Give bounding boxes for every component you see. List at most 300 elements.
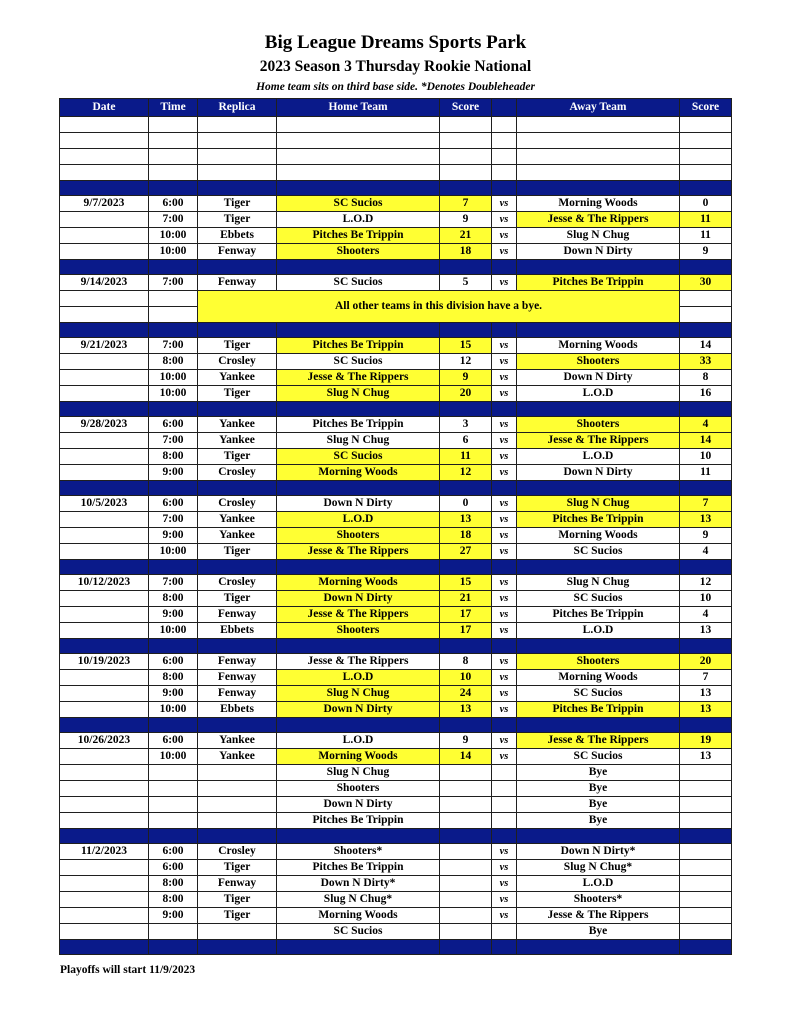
home-team: Pitches Be Trippin	[277, 338, 440, 354]
game-date: 9/28/2023	[60, 417, 149, 433]
separator-cell	[149, 402, 198, 417]
home-team: Pitches Be Trippin	[277, 813, 440, 829]
home-team: Pitches Be Trippin	[277, 417, 440, 433]
separator-cell	[680, 940, 732, 955]
home-team: Down N Dirty	[277, 702, 440, 718]
home-team: Shooters	[277, 781, 440, 797]
game-row	[60, 702, 732, 718]
vs-label	[492, 781, 517, 797]
game-row	[60, 512, 732, 528]
home-team: SC Sucios	[277, 275, 440, 291]
game-replica-field: Ebbets	[198, 228, 277, 244]
away-team: Jesse & The Rippers	[517, 733, 680, 749]
game-row	[60, 528, 732, 544]
page-subtitle: 2023 Season 3 Thursday Rookie National	[259, 58, 532, 75]
blank-cell	[492, 165, 517, 181]
away-score	[680, 876, 732, 892]
game-replica-field: Tiger	[198, 386, 277, 402]
away-team: SC Sucios	[517, 591, 680, 607]
game-time	[149, 765, 198, 781]
separator-cell	[492, 323, 517, 338]
game-date	[60, 354, 149, 370]
separator-cell	[517, 402, 680, 417]
blank-row	[60, 133, 732, 149]
game-date	[60, 244, 149, 260]
game-replica-field: Yankee	[198, 370, 277, 386]
game-time: 9:00	[149, 908, 198, 924]
game-date	[60, 512, 149, 528]
game-row	[60, 544, 732, 560]
blank-cell	[680, 149, 732, 165]
away-team: Down N Dirty	[517, 465, 680, 481]
away-team: Morning Woods	[517, 528, 680, 544]
away-team: L.O.D	[517, 449, 680, 465]
blank-cell	[198, 149, 277, 165]
away-team: L.O.D	[517, 386, 680, 402]
game-date	[60, 591, 149, 607]
blank-row	[60, 149, 732, 165]
home-score: 3	[440, 417, 492, 433]
separator-cell	[440, 560, 492, 575]
game-row	[60, 228, 732, 244]
game-date: 10/5/2023	[60, 496, 149, 512]
week-separator	[60, 402, 732, 417]
blank-cell	[440, 133, 492, 149]
separator-cell	[149, 940, 198, 955]
home-score	[440, 781, 492, 797]
away-score: 8	[680, 370, 732, 386]
home-score	[440, 797, 492, 813]
home-team: Slug N Chug	[277, 686, 440, 702]
game-date	[60, 670, 149, 686]
game-date	[60, 908, 149, 924]
game-date	[60, 892, 149, 908]
vs-label: vs	[492, 465, 517, 481]
separator-cell	[198, 718, 277, 733]
separator-cell	[517, 481, 680, 496]
away-team: Bye	[517, 781, 680, 797]
home-score: 0	[440, 496, 492, 512]
header-row	[60, 99, 732, 117]
game-time: 9:00	[149, 607, 198, 623]
game-row	[60, 670, 732, 686]
game-date: 11/2/2023	[60, 844, 149, 860]
separator-cell	[60, 718, 149, 733]
game-time: 7:00	[149, 338, 198, 354]
blank-cell	[680, 307, 732, 323]
home-score: 10	[440, 670, 492, 686]
game-replica-field	[198, 797, 277, 813]
home-score	[440, 844, 492, 860]
away-team: Pitches Be Trippin	[517, 512, 680, 528]
week-separator	[60, 260, 732, 275]
blank-cell	[60, 307, 149, 323]
week-separator	[60, 560, 732, 575]
schedule-body	[60, 117, 732, 955]
separator-cell	[440, 829, 492, 844]
separator-cell	[277, 560, 440, 575]
away-team: Jesse & The Rippers	[517, 433, 680, 449]
game-time	[149, 781, 198, 797]
home-team: SC Sucios	[277, 354, 440, 370]
game-time: 10:00	[149, 244, 198, 260]
home-score: 13	[440, 702, 492, 718]
separator-cell	[492, 829, 517, 844]
game-replica-field: Yankee	[198, 433, 277, 449]
separator-cell	[492, 940, 517, 955]
separator-cell	[517, 260, 680, 275]
vs-label: vs	[492, 908, 517, 924]
vs-label: vs	[492, 733, 517, 749]
blank-cell	[277, 149, 440, 165]
game-date	[60, 702, 149, 718]
game-time: 7:00	[149, 575, 198, 591]
away-team: Down N Dirty*	[517, 844, 680, 860]
away-team: Down N Dirty	[517, 244, 680, 260]
blank-cell	[149, 307, 198, 323]
away-score: 11	[680, 212, 732, 228]
separator-cell	[277, 260, 440, 275]
game-replica-field: Fenway	[198, 654, 277, 670]
away-team: Pitches Be Trippin	[517, 607, 680, 623]
game-time: 10:00	[149, 386, 198, 402]
away-team: SC Sucios	[517, 544, 680, 560]
separator-cell	[440, 481, 492, 496]
vs-label: vs	[492, 338, 517, 354]
separator-cell	[60, 402, 149, 417]
separator-cell	[277, 402, 440, 417]
game-time: 8:00	[149, 354, 198, 370]
game-row	[60, 465, 732, 481]
away-team: Bye	[517, 924, 680, 940]
away-score: 14	[680, 338, 732, 354]
game-date: 9/14/2023	[60, 275, 149, 291]
game-row	[60, 575, 732, 591]
blank-cell	[60, 165, 149, 181]
game-time: 10:00	[149, 370, 198, 386]
away-team: Bye	[517, 765, 680, 781]
away-team: Slug N Chug	[517, 575, 680, 591]
vs-label: vs	[492, 433, 517, 449]
blank-cell	[149, 165, 198, 181]
away-score: 0	[680, 196, 732, 212]
away-score: 7	[680, 496, 732, 512]
schedule-table	[59, 98, 732, 955]
game-time: 10:00	[149, 623, 198, 639]
away-score: 30	[680, 275, 732, 291]
game-date: 10/26/2023	[60, 733, 149, 749]
home-score: 12	[440, 465, 492, 481]
week-separator	[60, 181, 732, 196]
blank-cell	[440, 165, 492, 181]
game-time: 7:00	[149, 275, 198, 291]
game-time: 9:00	[149, 465, 198, 481]
separator-cell	[60, 323, 149, 338]
game-replica-field: Yankee	[198, 733, 277, 749]
blank-cell	[440, 117, 492, 133]
separator-cell	[680, 260, 732, 275]
vs-label: vs	[492, 275, 517, 291]
col-vs	[492, 99, 517, 117]
away-score	[680, 908, 732, 924]
bye-note: All other teams in this division have a bye.	[198, 291, 680, 323]
game-replica-field	[198, 765, 277, 781]
game-time: 8:00	[149, 449, 198, 465]
separator-cell	[277, 940, 440, 955]
home-team: Jesse & The Rippers	[277, 370, 440, 386]
separator-cell	[517, 829, 680, 844]
separator-cell	[440, 260, 492, 275]
home-team: Pitches Be Trippin	[277, 228, 440, 244]
away-score	[680, 860, 732, 876]
home-team: L.O.D	[277, 733, 440, 749]
blank-cell	[149, 149, 198, 165]
away-team: L.O.D	[517, 876, 680, 892]
home-score: 9	[440, 212, 492, 228]
game-date	[60, 781, 149, 797]
separator-cell	[149, 181, 198, 196]
game-date	[60, 544, 149, 560]
col-away-score: Score	[680, 99, 732, 117]
home-score	[440, 908, 492, 924]
game-replica-field: Crosley	[198, 496, 277, 512]
separator-cell	[277, 829, 440, 844]
separator-cell	[198, 323, 277, 338]
game-time: 9:00	[149, 528, 198, 544]
blank-cell	[517, 117, 680, 133]
game-row	[60, 354, 732, 370]
separator-cell	[680, 181, 732, 196]
away-score: 10	[680, 591, 732, 607]
home-score: 18	[440, 244, 492, 260]
game-date	[60, 876, 149, 892]
game-row	[60, 212, 732, 228]
blank-cell	[517, 165, 680, 181]
game-row	[60, 781, 732, 797]
vs-label: vs	[492, 386, 517, 402]
game-replica-field: Fenway	[198, 244, 277, 260]
home-score: 8	[440, 654, 492, 670]
home-team: SC Sucios	[277, 449, 440, 465]
away-score: 4	[680, 544, 732, 560]
game-date	[60, 228, 149, 244]
away-score: 7	[680, 670, 732, 686]
blank-cell	[517, 133, 680, 149]
separator-cell	[440, 940, 492, 955]
blank-cell	[680, 165, 732, 181]
game-time: 6:00	[149, 196, 198, 212]
home-score: 13	[440, 512, 492, 528]
vs-label: vs	[492, 196, 517, 212]
game-row	[60, 654, 732, 670]
game-date	[60, 813, 149, 829]
home-team: Slug N Chug	[277, 765, 440, 781]
game-time: 10:00	[149, 702, 198, 718]
separator-cell	[198, 940, 277, 955]
away-score: 13	[680, 686, 732, 702]
away-team: Slug N Chug	[517, 228, 680, 244]
separator-cell	[517, 940, 680, 955]
separator-cell	[492, 481, 517, 496]
game-time: 10:00	[149, 749, 198, 765]
home-team: Down N Dirty	[277, 797, 440, 813]
separator-cell	[149, 323, 198, 338]
home-score	[440, 892, 492, 908]
game-date	[60, 212, 149, 228]
col-home-score: Score	[440, 99, 492, 117]
game-time: 9:00	[149, 686, 198, 702]
game-date	[60, 860, 149, 876]
away-score: 4	[680, 417, 732, 433]
week-separator	[60, 481, 732, 496]
away-score: 11	[680, 465, 732, 481]
away-team: SC Sucios	[517, 686, 680, 702]
separator-cell	[680, 323, 732, 338]
home-score: 17	[440, 623, 492, 639]
home-score: 15	[440, 575, 492, 591]
home-team: Slug N Chug*	[277, 892, 440, 908]
game-replica-field: Tiger	[198, 908, 277, 924]
home-score	[440, 876, 492, 892]
away-score	[680, 924, 732, 940]
home-team: Down N Dirty*	[277, 876, 440, 892]
away-team: Shooters	[517, 417, 680, 433]
home-score: 11	[440, 449, 492, 465]
playoffs-note: Playoffs will start 11/9/2023	[60, 964, 196, 976]
separator-cell	[440, 402, 492, 417]
separator-cell	[198, 560, 277, 575]
home-score	[440, 860, 492, 876]
blank-cell	[492, 117, 517, 133]
away-score	[680, 797, 732, 813]
blank-cell	[198, 165, 277, 181]
game-replica-field: Crosley	[198, 575, 277, 591]
home-score: 5	[440, 275, 492, 291]
separator-cell	[60, 481, 149, 496]
separator-cell	[517, 560, 680, 575]
away-score: 12	[680, 575, 732, 591]
away-team: Slug N Chug*	[517, 860, 680, 876]
separator-cell	[60, 940, 149, 955]
blank-cell	[517, 149, 680, 165]
game-replica-field: Yankee	[198, 528, 277, 544]
away-team: L.O.D	[517, 623, 680, 639]
home-team: Shooters	[277, 528, 440, 544]
away-team: Pitches Be Trippin	[517, 275, 680, 291]
separator-cell	[149, 829, 198, 844]
game-row	[60, 686, 732, 702]
game-replica-field: Ebbets	[198, 702, 277, 718]
away-team: Shooters	[517, 354, 680, 370]
home-score: 14	[440, 749, 492, 765]
vs-label: vs	[492, 244, 517, 260]
separator-cell	[198, 829, 277, 844]
blank-cell	[198, 117, 277, 133]
game-row	[60, 417, 732, 433]
week-separator	[60, 639, 732, 654]
game-replica-field	[198, 781, 277, 797]
away-score: 13	[680, 512, 732, 528]
game-time	[149, 797, 198, 813]
vs-label: vs	[492, 591, 517, 607]
separator-cell	[277, 181, 440, 196]
separator-cell	[149, 481, 198, 496]
separator-cell	[680, 718, 732, 733]
separator-cell	[149, 639, 198, 654]
game-date	[60, 449, 149, 465]
game-replica-field: Crosley	[198, 465, 277, 481]
away-score: 13	[680, 623, 732, 639]
separator-cell	[60, 260, 149, 275]
game-date	[60, 528, 149, 544]
game-replica-field: Tiger	[198, 196, 277, 212]
vs-label: vs	[492, 876, 517, 892]
game-date: 9/7/2023	[60, 196, 149, 212]
home-team: Morning Woods	[277, 749, 440, 765]
week-separator	[60, 323, 732, 338]
blank-cell	[680, 291, 732, 307]
separator-cell	[149, 560, 198, 575]
game-row	[60, 196, 732, 212]
separator-cell	[277, 323, 440, 338]
home-score	[440, 813, 492, 829]
game-row	[60, 765, 732, 781]
bye-note-row	[60, 291, 732, 307]
game-replica-field: Crosley	[198, 844, 277, 860]
blank-cell	[440, 149, 492, 165]
game-replica-field: Crosley	[198, 354, 277, 370]
vs-label: vs	[492, 212, 517, 228]
header-note: Home team sits on third base side. *Denotes Doubleheader	[256, 81, 535, 93]
game-date: 10/12/2023	[60, 575, 149, 591]
separator-cell	[198, 639, 277, 654]
separator-cell	[680, 481, 732, 496]
blank-cell	[492, 149, 517, 165]
game-replica-field: Fenway	[198, 275, 277, 291]
home-score: 15	[440, 338, 492, 354]
game-time: 7:00	[149, 512, 198, 528]
separator-cell	[60, 639, 149, 654]
home-team: L.O.D	[277, 212, 440, 228]
home-team: SC Sucios	[277, 924, 440, 940]
game-date	[60, 797, 149, 813]
game-date: 9/21/2023	[60, 338, 149, 354]
col-time: Time	[149, 99, 198, 117]
blank-row	[60, 117, 732, 133]
separator-cell	[517, 718, 680, 733]
game-replica-field: Tiger	[198, 591, 277, 607]
away-team: SC Sucios	[517, 749, 680, 765]
game-date	[60, 686, 149, 702]
home-team: Slug N Chug	[277, 386, 440, 402]
vs-label: vs	[492, 417, 517, 433]
game-replica-field: Yankee	[198, 417, 277, 433]
game-date	[60, 924, 149, 940]
home-team: Shooters*	[277, 844, 440, 860]
game-date	[60, 465, 149, 481]
separator-cell	[492, 560, 517, 575]
game-time: 8:00	[149, 670, 198, 686]
home-team: Pitches Be Trippin	[277, 860, 440, 876]
home-score	[440, 765, 492, 781]
separator-cell	[440, 718, 492, 733]
home-score: 24	[440, 686, 492, 702]
page-title: Big League Dreams Sports Park	[264, 32, 527, 53]
away-team: Slug N Chug	[517, 496, 680, 512]
away-team: Morning Woods	[517, 338, 680, 354]
home-team: Jesse & The Rippers	[277, 607, 440, 623]
away-team: Down N Dirty	[517, 370, 680, 386]
